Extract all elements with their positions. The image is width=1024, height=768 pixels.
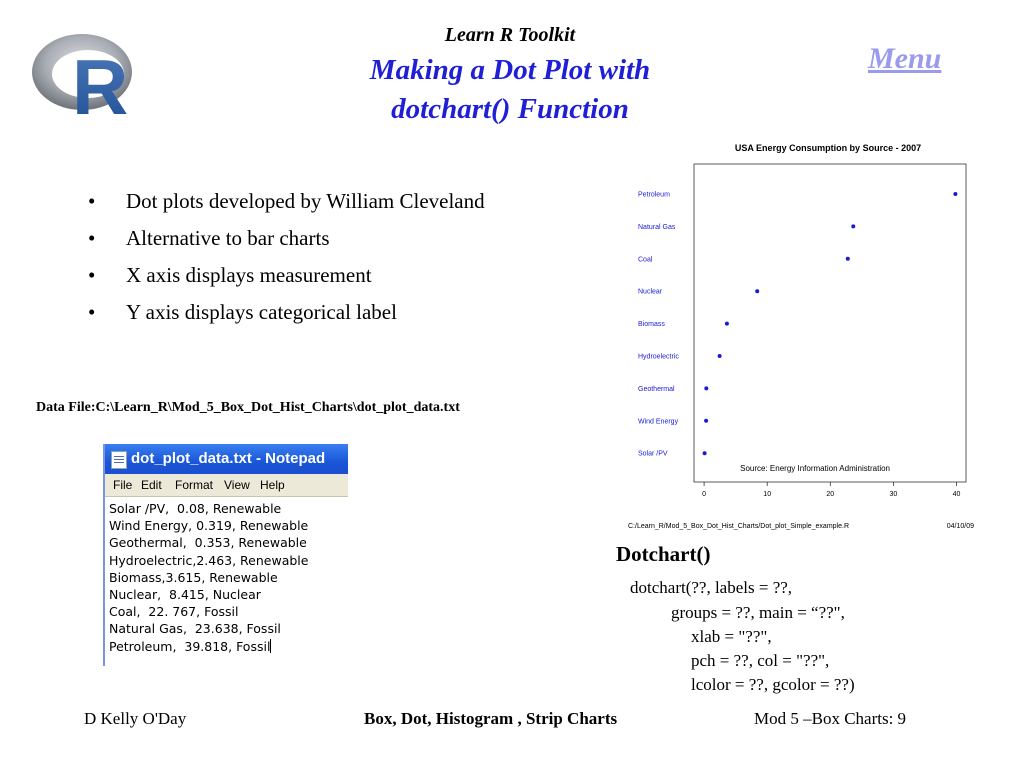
data-point xyxy=(704,386,708,390)
category-label: Geothermal xyxy=(638,385,675,393)
x-tick-label: 30 xyxy=(889,491,898,498)
notepad-line: Geothermal, 0.353, Renewable xyxy=(109,535,307,551)
text-cursor xyxy=(270,639,271,653)
data-point xyxy=(704,419,708,423)
toolkit-label: Learn R Toolkit xyxy=(444,24,576,46)
chart-footer-path: C:/Learn_R/Mod_5_Box_Dot_Hist_Charts/Dot_plot_Simple_example.R xyxy=(628,523,850,530)
notepad-line: Petroleum, 39.818, Fossil xyxy=(109,638,271,654)
x-tick-label: 10 xyxy=(763,491,772,498)
data-point xyxy=(703,451,707,455)
data-point xyxy=(718,354,722,358)
menu-help[interactable]: Help xyxy=(260,478,285,492)
footer-author: D Kelly O'Day xyxy=(84,709,187,728)
notepad-line: Solar /PV, 0.08, Renewable xyxy=(109,501,282,516)
dotchart-heading: Dotchart() xyxy=(616,542,711,566)
menu-file[interactable]: File xyxy=(113,478,133,492)
notepad-line: Nuclear, 8.415, Nuclear xyxy=(109,587,261,603)
dot-chart xyxy=(620,136,992,536)
category-label: Biomass xyxy=(638,321,665,329)
category-label: Coal xyxy=(638,256,653,264)
notepad-text-area[interactable] xyxy=(109,500,308,655)
code-line: pch = ??, col = "??", xyxy=(691,651,830,670)
bullet-list xyxy=(86,186,486,334)
data-point xyxy=(725,322,729,326)
data-point xyxy=(846,257,850,261)
menu-format[interactable]: Format xyxy=(175,478,214,492)
page-title-line1: Making a Dot Plot with xyxy=(369,54,651,86)
notepad-line: Hydroelectric,2.463, Renewable xyxy=(109,552,309,568)
chart-footer-date: 04/10/09 xyxy=(946,523,974,530)
notepad-line: Wind Energy, 0.319, Renewable xyxy=(109,518,309,534)
data-file-path: Data File:C:\Learn_R\Mod_5_Box_Dot_Hist_Charts\dot_plot_data.txt xyxy=(36,400,460,415)
category-label: Nuclear xyxy=(638,288,663,296)
code-line: lcolor = ??, gcolor = ??) xyxy=(691,675,855,694)
code-line: xlab = "??", xyxy=(691,627,772,646)
menu-view[interactable]: View xyxy=(224,478,250,492)
notepad-line: Coal, 22. 767, Fossil xyxy=(109,604,239,620)
page-title-line2: dotchart() Function xyxy=(391,93,629,125)
menu-link[interactable]: Menu xyxy=(868,42,942,75)
bullet-item: • Alternative to bar charts xyxy=(86,223,486,253)
category-label: Wind Energy xyxy=(638,418,679,426)
data-point xyxy=(953,192,957,196)
footer-topic: Box, Dot, Histogram , Strip Charts xyxy=(364,709,618,728)
notepad-icon xyxy=(111,451,127,469)
notepad-window xyxy=(103,444,348,666)
data-point xyxy=(755,289,759,293)
footer-slide-number: Mod 5 –Box Charts: 9 xyxy=(754,709,907,728)
x-tick-label: 40 xyxy=(952,491,961,498)
chart-source-annotation: Source: Energy Information Administration xyxy=(740,464,890,473)
x-tick-label: 0 xyxy=(702,491,707,498)
notepad-menubar xyxy=(105,474,348,497)
menu-edit[interactable]: Edit xyxy=(141,478,162,492)
notepad-line: Biomass,3.615, Renewable xyxy=(109,569,278,585)
r-logo xyxy=(30,28,140,120)
category-label: Natural Gas xyxy=(638,223,676,231)
notepad-title: dot_plot_data.txt - Notepad xyxy=(131,450,326,467)
bullet-item: • X axis displays measurement xyxy=(86,260,486,290)
code-line: groups = ??, main = “??", xyxy=(671,603,845,622)
code-line: dotchart(??, labels = ??, xyxy=(630,578,793,597)
notepad-line: Natural Gas, 23.638, Fossil xyxy=(109,621,281,637)
chart-title: USA Energy Consumption by Source - 2007 xyxy=(734,143,922,153)
r-logo-letter: R xyxy=(72,43,129,120)
plot-frame xyxy=(694,164,966,482)
bullet-item: • Y axis displays categorical label xyxy=(86,297,486,327)
category-label: Solar /PV xyxy=(638,450,668,458)
category-label: Hydroelectric xyxy=(638,353,679,361)
bullet-item: • Dot plots developed by William Cleveland xyxy=(86,186,486,216)
notepad-titlebar[interactable] xyxy=(105,444,348,474)
category-label: Petroleum xyxy=(638,191,670,199)
data-point xyxy=(851,224,855,228)
x-tick-label: 20 xyxy=(826,491,835,498)
